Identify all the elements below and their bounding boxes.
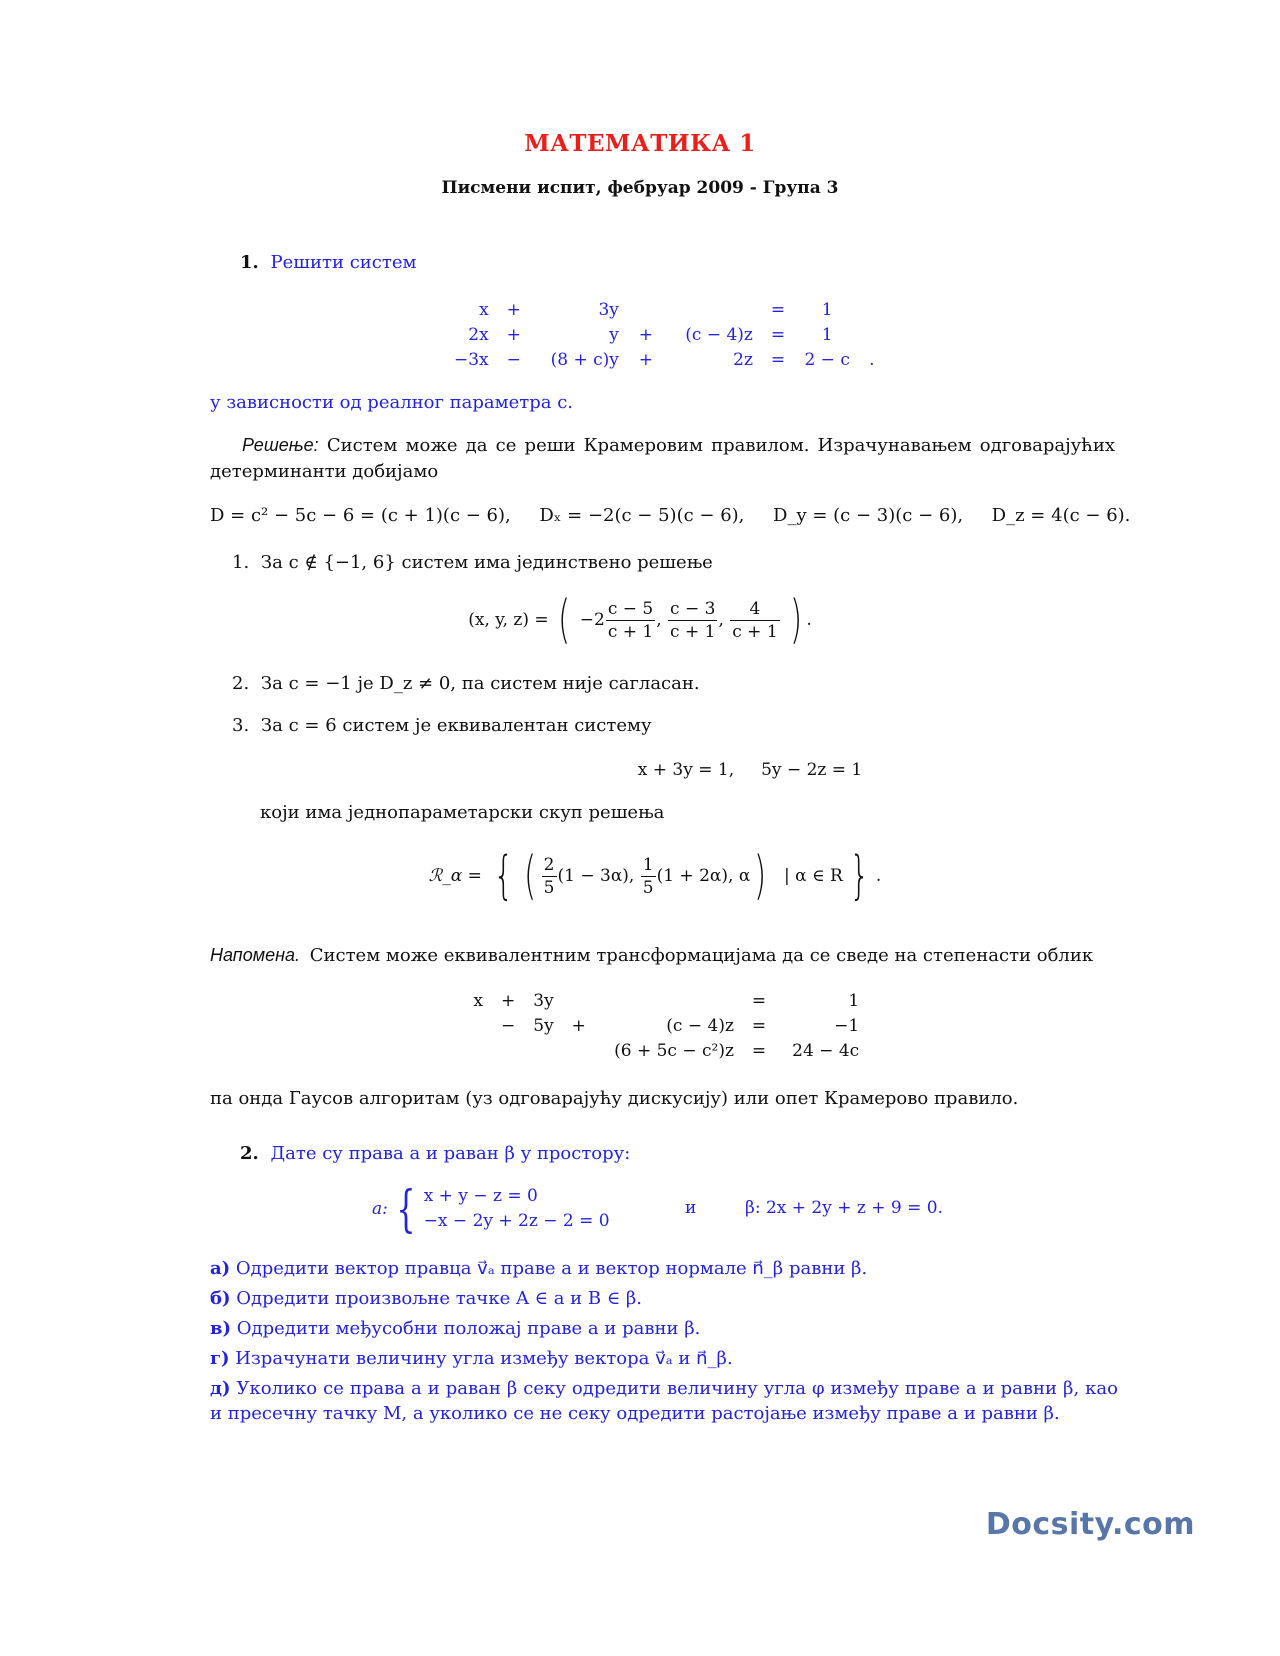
system-cell: 2z bbox=[733, 349, 753, 370]
system-cell: − bbox=[506, 349, 521, 370]
echelon-cell: −1 bbox=[834, 1015, 860, 1036]
echelon-cell: − bbox=[501, 1015, 516, 1036]
problem-2-statement: Дате су права a и раван β у простору: bbox=[270, 1143, 631, 1164]
echelon-cell bbox=[563, 988, 595, 1013]
part-a bbox=[210, 1256, 867, 1282]
solution-text: Систем може да се реши Крамеровим правилом. Израчунавањем одговарајућих детерминанти добијамо bbox=[210, 435, 1116, 482]
echelon-cell bbox=[595, 988, 743, 1013]
system-row bbox=[445, 347, 884, 372]
echelon-cell bbox=[563, 1038, 595, 1063]
system-cell: 3y bbox=[598, 299, 619, 320]
echelon-cell: 5y bbox=[533, 1015, 554, 1036]
case-1-text: За c ∉ {−1, 6} систем има јединствено решење bbox=[260, 552, 713, 573]
right-paren: ) bbox=[754, 846, 767, 906]
part-b bbox=[210, 1286, 642, 1312]
system-cell: x bbox=[479, 299, 489, 320]
echelon-cell: + bbox=[571, 1015, 586, 1036]
plane-equation: β: 2x + 2y + z + 9 = 0. bbox=[745, 1198, 943, 1218]
echelon-cell: (c − 4)z bbox=[666, 1015, 734, 1036]
part-a-label: а) bbox=[210, 1258, 231, 1279]
echelon-row bbox=[458, 988, 868, 1013]
parameter-note: у зависности од реалног параметра c. bbox=[210, 392, 574, 413]
system-cell: + bbox=[506, 299, 521, 320]
formula-lhs: (x, y, z) = bbox=[468, 610, 549, 630]
fraction-one-fifth: $\frac{1}{5}$ bbox=[642, 854, 654, 898]
part-d-label: г) bbox=[210, 1348, 230, 1369]
part-d-text: Израчунати величину угла између вектора v⃗ₐ и n⃗_β. bbox=[235, 1348, 733, 1369]
echelon-cell: 1 bbox=[848, 990, 860, 1011]
problem-1-statement: Решити систем bbox=[270, 252, 417, 273]
echelon-cell bbox=[524, 1038, 562, 1063]
system-cell: 1 bbox=[821, 324, 833, 345]
echelon-cell: = bbox=[751, 990, 767, 1011]
part-b-text: Одредити произвољне тачке A ∈ a и B ∈ β. bbox=[236, 1288, 643, 1309]
system-cell bbox=[628, 297, 664, 322]
line-equation-2: −x − 2y + 2z − 2 = 0 bbox=[423, 1211, 610, 1231]
system-cell: + bbox=[638, 349, 654, 370]
problem-2-heading bbox=[240, 1141, 630, 1167]
linear-system bbox=[445, 297, 884, 372]
echelon-cell bbox=[458, 1013, 492, 1038]
left-paren: ( bbox=[558, 590, 571, 650]
system-cell: = bbox=[770, 299, 786, 320]
echelon-cell bbox=[492, 1038, 524, 1063]
solution-label: Решење: bbox=[242, 435, 319, 455]
case-3 bbox=[232, 713, 652, 739]
case-3-text: За c = 6 систем је еквивалентан систему bbox=[260, 715, 652, 736]
line-definition bbox=[372, 1182, 610, 1236]
system-cell: (c − 4)z bbox=[685, 324, 753, 345]
system-cell bbox=[664, 297, 762, 322]
problem-2-number: 2. bbox=[240, 1143, 259, 1164]
problem-1-heading bbox=[240, 250, 416, 276]
left-brace: { bbox=[493, 846, 514, 906]
term-2: (1 + 2α), α bbox=[656, 866, 751, 886]
system-row bbox=[445, 297, 884, 322]
fraction-y: $\frac{c - 3}{c + 1}$ bbox=[670, 598, 716, 642]
conjunction: и bbox=[685, 1198, 697, 1218]
set-condition: | α ∈ R bbox=[784, 866, 843, 886]
case-1-number: 1. bbox=[232, 552, 250, 573]
line-label: a: bbox=[372, 1199, 388, 1219]
set-lhs: ℛ_α = bbox=[428, 866, 482, 886]
part-b-label: б) bbox=[210, 1288, 231, 1309]
minus-two: −2 bbox=[579, 610, 605, 630]
system-brace: { bbox=[396, 1180, 416, 1238]
system-cell: y bbox=[609, 324, 619, 345]
echelon-row bbox=[458, 1013, 868, 1038]
fraction-z: $\frac{4}{c + 1}$ bbox=[732, 598, 778, 642]
system-cell: + bbox=[506, 324, 521, 345]
part-a-text: Одредити вектор правца v⃗ₐ праве a и вектор нормале n⃗_β равни β. bbox=[235, 1258, 868, 1279]
case-2-number: 2. bbox=[232, 673, 250, 694]
solution-paragraph bbox=[210, 432, 1115, 485]
echelon-row bbox=[458, 1038, 868, 1063]
part-c-label: в) bbox=[210, 1318, 232, 1339]
case-1 bbox=[232, 550, 713, 576]
closing-paragraph: па онда Гаусов алгоритам (уз одговарајућу дискусију) или опет Крамерово правило. bbox=[210, 1088, 1019, 1109]
equivalent-equations: x + 3y = 1, 5y − 2z = 1 bbox=[637, 760, 863, 780]
part-e-label: д) bbox=[210, 1378, 231, 1399]
part-d bbox=[210, 1346, 733, 1372]
system-cell: 2x bbox=[468, 324, 489, 345]
part-e bbox=[210, 1376, 1118, 1426]
note-label: Напомена. bbox=[210, 945, 300, 965]
case-2 bbox=[232, 671, 700, 697]
part-e-text: Уколико се права a и раван β секу одредити величину угла φ између праве a и равни β, као и пресечну тачку M, а уколико се не секу одредити растојање између праве a и равни β. bbox=[210, 1378, 1118, 1424]
fraction-two-fifths: $\frac{2}{5}$ bbox=[543, 854, 555, 898]
system-end: . bbox=[869, 349, 875, 370]
unique-solution-formula: (x, y, z) = ( −2 $\frac{c - 5}{c + 1}$ , $\frac{c - 3}{c + 1}$ , $\frac{4}{c + 1}$ ) . bbox=[468, 590, 812, 650]
echelon-cell: x bbox=[473, 990, 483, 1011]
system-cell: −3x bbox=[454, 349, 489, 370]
fraction-x: $\frac{c - 5}{c + 1}$ bbox=[607, 598, 654, 642]
case-3-after: који има једнопараметарски скуп решења bbox=[260, 802, 665, 823]
left-paren: ( bbox=[524, 846, 537, 906]
page-title: МАТЕМАТИКА 1 bbox=[524, 130, 756, 157]
term-1: (1 − 3α), bbox=[557, 866, 635, 886]
echelon-cell: (6 + 5c − c²)z bbox=[614, 1040, 734, 1061]
echelon-system bbox=[458, 988, 868, 1063]
note-paragraph bbox=[210, 942, 1093, 969]
system-cell: + bbox=[638, 324, 654, 345]
page-subtitle: Писмени испит, фебруар 2009 - Група 3 bbox=[441, 178, 839, 198]
echelon-cell: 24 − 4c bbox=[792, 1040, 860, 1061]
echelon-cell: = bbox=[751, 1015, 767, 1036]
system-cell: = bbox=[770, 324, 786, 345]
solution-set-formula bbox=[0, 846, 1280, 906]
echelon-cell: + bbox=[501, 990, 516, 1011]
echelon-cell bbox=[458, 1038, 492, 1063]
system-cell: 2 − c bbox=[804, 349, 850, 370]
set-end: . bbox=[875, 866, 882, 886]
case-2-text: За c = −1 је D_z ≠ 0, па систем није сагласан. bbox=[260, 673, 700, 694]
system-cell: = bbox=[770, 349, 786, 370]
right-brace: } bbox=[849, 846, 870, 906]
echelon-cell: = bbox=[751, 1040, 767, 1061]
case-3-number: 3. bbox=[232, 715, 250, 736]
note-text: Систем може еквивалентним трансформацијама да се сведе на степенасти облик bbox=[309, 945, 1094, 966]
part-c bbox=[210, 1316, 700, 1342]
problem-1-number: 1. bbox=[240, 252, 259, 273]
determinants: D = c² − 5c − 6 = (c + 1)(c − 6), Dₓ = −2(c − 5)(c − 6), D_y = (c − 3)(c − 6), D_z = 4(c − 6). bbox=[210, 505, 1131, 526]
docsity-logo[interactable]: Docsity.com bbox=[985, 1507, 1195, 1542]
part-c-text: Одредити међусобни положај праве a и равни β. bbox=[236, 1318, 701, 1339]
echelon-cell: 3y bbox=[533, 990, 554, 1011]
system-cell: (8 + c)y bbox=[550, 349, 619, 370]
formula-end: . bbox=[806, 610, 812, 630]
system-cell: 1 bbox=[821, 299, 833, 320]
line-equation-1: x + y − z = 0 bbox=[423, 1186, 538, 1206]
system-row bbox=[445, 322, 884, 347]
right-paren: ) bbox=[790, 590, 803, 650]
